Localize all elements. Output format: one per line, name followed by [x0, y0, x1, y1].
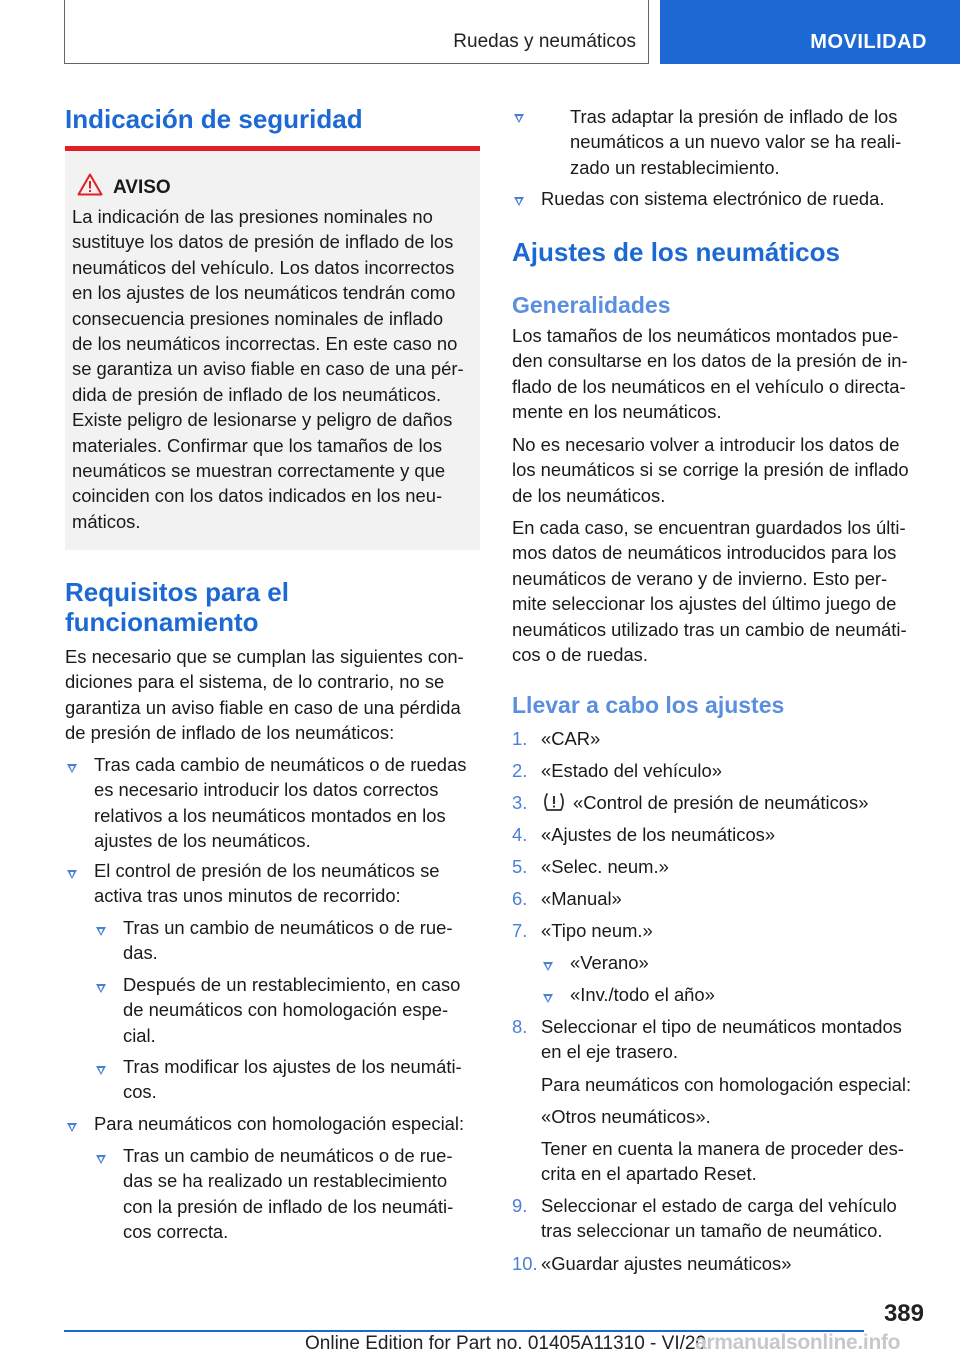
list-item: Tras un cambio de neumáticos o de rue- das se ha realizado un restablecimiento con la presión de inflado de los neumáti- cos correcta.: [123, 1145, 454, 1243]
requirements-intro: Es necesario que se cumplan las siguientes con- diciones para el sistema, de lo contrario, no se garantiza un aviso fiable en caso de una pérdida de presión de inflado de los neumáticos:: [65, 646, 464, 744]
step-text: «Selec. neum.»: [541, 856, 669, 877]
list-item: Ruedas con sistema electrónico de rueda.: [541, 188, 885, 209]
bullet-triangle-icon: [514, 197, 524, 206]
list-item: «Verano»: [570, 952, 649, 973]
heading-safety: Indicación de seguridad: [65, 104, 363, 134]
bullet-triangle-icon: [96, 927, 106, 936]
step-text: «Tipo neum.»: [541, 920, 653, 941]
step-number: 7.: [512, 920, 528, 941]
bullet-triangle-icon: [67, 764, 77, 773]
step-number: 8.: [512, 1016, 528, 1037]
warning-box: [65, 146, 480, 550]
bullet-triangle-icon: [543, 994, 553, 1003]
header-chapter-tab: [660, 0, 960, 64]
step-number: 4.: [512, 824, 528, 845]
heading-requirements: Requisitos para el funcionamiento: [65, 577, 289, 637]
warning-title: AVISO: [113, 177, 171, 198]
step-text: «Manual»: [541, 888, 622, 909]
bullet-triangle-icon: [96, 1155, 106, 1164]
paragraph: Los tamaños de los neumáticos montados pue- den consultarse en los datos de la presión de in- flado de los neumáticos en el vehículo o directa- mente en los neumáticos.: [512, 325, 908, 423]
list-item: Para neumáticos con homologación especial:: [94, 1113, 465, 1134]
paragraph: No es necesario volver a introducir los datos de los neumáticos si se corrige la presión de inflado de los neumáticos.: [512, 434, 909, 506]
bullet-triangle-icon: [96, 984, 106, 993]
bullet-triangle-icon: [543, 962, 553, 971]
heading-general: Generalidades: [512, 292, 671, 318]
paragraph: En cada caso, se encuentran guardados los últi- mos datos de neumáticos introducidos para los neumáticos de verano y de invierno. Esto per- mite seleccionar los ajustes del último juego de neumáticos utilizado tras un cambio de neumáti- cos o de ruedas.: [512, 517, 907, 666]
step-note: Tener en cuenta la manera de proceder des- crita en el apartado Reset.: [541, 1138, 904, 1185]
bullet-triangle-icon: [67, 1123, 77, 1132]
step-text: «Control de presión de neumáticos»: [573, 792, 869, 813]
warning-triangle-icon: [77, 173, 103, 196]
heading-tire-settings: Ajustes de los neumáticos: [512, 237, 840, 267]
bullet-triangle-icon: [514, 114, 524, 123]
step-number: 6.: [512, 888, 528, 909]
list-item: Después de un restablecimiento, en caso de neumáticos con homologación espe- cial.: [123, 974, 461, 1046]
list-item: Tras cada cambio de neumáticos o de ruedas es necesario introducir los datos correctos relativos a los neumáticos montados en los ajustes de los neumáticos.: [94, 754, 467, 852]
step-number: 5.: [512, 856, 528, 877]
step-text: «Estado del vehículo»: [541, 760, 722, 781]
step-number: 2.: [512, 760, 528, 781]
list-item: «Inv./todo el año»: [570, 984, 715, 1005]
step-number: 10.: [512, 1253, 538, 1274]
header-section-tab: [64, 0, 649, 64]
step-number: 3.: [512, 792, 528, 813]
step-note: Para neumáticos con homologación especial:: [541, 1074, 912, 1095]
list-item: Tras modificar los ajustes de los neumáti- cos.: [123, 1056, 462, 1103]
list-item: El control de presión de los neumáticos se activa tras unos minutos de recorrido:: [94, 860, 440, 907]
watermark: armanualsonline.info: [695, 1331, 901, 1354]
bullet-triangle-icon: [96, 1066, 106, 1075]
step-text: «Ajustes de los neumáticos»: [541, 824, 776, 845]
step-text: «Guardar ajustes neumáticos»: [541, 1253, 792, 1274]
step-note: «Otros neumáticos».: [541, 1106, 711, 1127]
heading-perform-settings: Llevar a cabo los ajustes: [512, 692, 785, 718]
list-item: Tras un cambio de neumáticos o de rue- das.: [123, 917, 453, 964]
header-section-title: Ruedas y neumáticos: [453, 31, 636, 52]
header-chapter-title: MOVILIDAD: [810, 31, 927, 53]
step-number: 9.: [512, 1195, 528, 1216]
step-text: Seleccionar el estado de carga del vehículo tras seleccionar un tamaño de neumático.: [541, 1195, 897, 1242]
bullet-triangle-icon: [67, 870, 77, 879]
footer-edition: Online Edition for Part no. 01405A11310 - VI/20: [305, 1333, 707, 1354]
page-number: 389: [883, 1300, 924, 1327]
tire-pressure-icon: [542, 791, 566, 813]
step-text: «CAR»: [541, 728, 601, 749]
list-item: Tras adaptar la presión de inflado de los neumáticos a un nuevo valor se ha reali- zado un restablecimiento.: [570, 106, 902, 178]
step-number: 1.: [512, 728, 528, 749]
step-text: Seleccionar el tipo de neumáticos montados en el eje trasero.: [541, 1016, 902, 1063]
warning-text: La indicación de las presiones nominales no sustituye los datos de presión de inflado de los neumáticos del vehículo. Los datos incorrectos en los ajustes de los neumáticos tendrán como consecuencia presiones nominales de inflado de los neumáticos incorrectas. En este caso no se garantiza un aviso fiable en caso de una pér- dida de presión de inflado de los neumáticos. Existe peligro de lesionarse y peligro de daños materiales. Confirmar que los tamaños de los neumáticos se muestran correctamente y que coinciden con los datos indicados en los neu- máticos.: [72, 206, 464, 532]
